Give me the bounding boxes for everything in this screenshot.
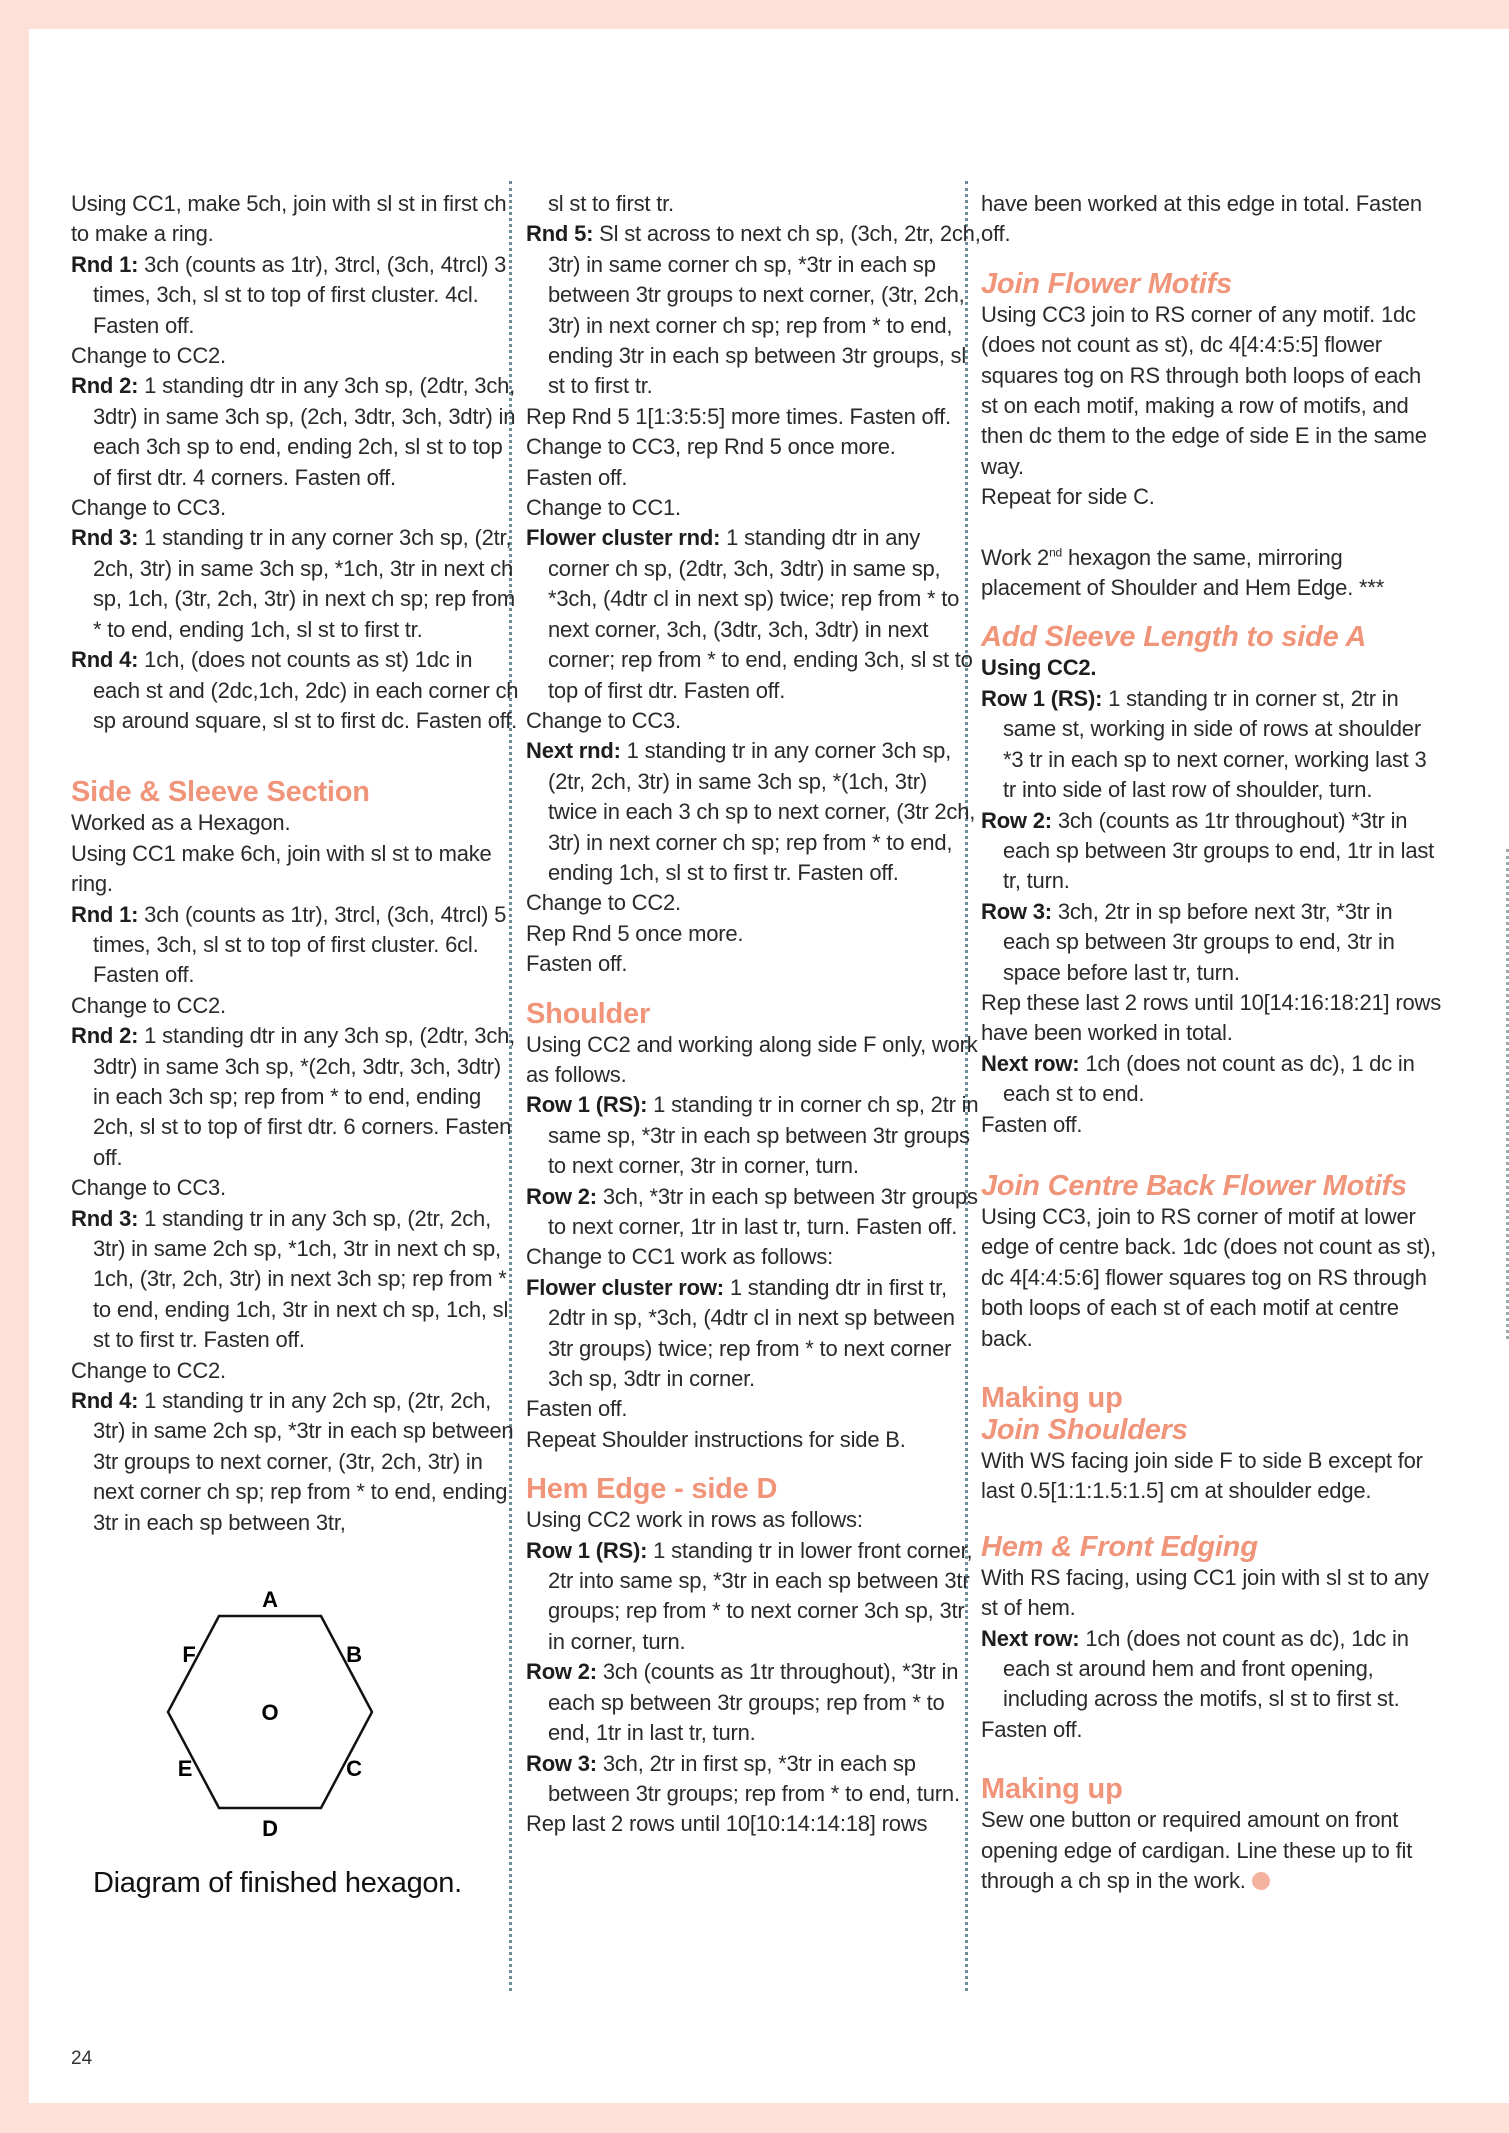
- label-o: O: [261, 1700, 279, 1726]
- sleeve-fasten-off: Fasten off.: [981, 1111, 1083, 1137]
- sleeve-row-3: Row 3: 3ch, 2tr in sp before next 3tr, *3tr in each sp between 3tr groups to end, 3tr in space before last tr, turn.: [981, 898, 1395, 985]
- column-1: [71, 189, 521, 1898]
- hem-row-3: Row 3: 3ch, 2tr in first sp, *3tr in each sp between 3tr groups; rep from * to end, turn.: [526, 1750, 960, 1806]
- flower-cluster-rnd: Flower cluster rnd: 1 standing dtr in any corner ch sp, (2dtr, 3ch, 3dtr) in same sp, *3ch, (4dtr cl in next sp) twice; rep from * to next corner, 3ch, (3dtr, 3ch, 3dtr) in next corner; rep from * to end, ending 3ch, sl st to top of first dtr. Fasten off.: [526, 525, 973, 703]
- hem-row-1: Row 1 (RS): 1 standing tr in lower front corner, 2tr into same sp, *3tr in each sp between 3tr groups; rep from * to next corner 3ch sp, 3tr in corner, turn.: [526, 1537, 973, 1654]
- heading-join-centre-back: Join Centre Back Flower Motifs: [981, 1169, 1407, 1202]
- page-number: 24: [71, 2048, 93, 2069]
- next-rnd: Next rnd: 1 standing tr in any corner 3ch sp, (2tr, 2ch, 3tr) in same 3ch sp, *(1ch, 3tr) twice in each 3 ch sp to next corner, (3tr 2ch, 3tr) in next corner ch sp; rep from * to end, ending 1ch, sl st to first tr. Fasten off.: [526, 738, 976, 885]
- join-flower-text: Using CC3 join to RS corner of any motif. 1dc (does not count as st), dc 4[4:4:5:5] flower squares tog on RS through both loops of each st on each motif, making a row of motifs, and then dc them to the edge of side E in the same way.: [981, 301, 1427, 479]
- label-a: A: [262, 1587, 278, 1613]
- side-hexagon-note: Worked as a Hexagon.: [71, 810, 291, 836]
- change-cc3: Change to CC3.: [526, 707, 681, 733]
- side-rnd-2: Rnd 2: 1 standing dtr in any 3ch sp, (2dtr, 3ch, 3dtr) in same 3ch sp, *(2ch, 3dtr, 3ch, 3dtr) in each 3ch sp; rep from * to end, ending 2ch, sl st to top of first dtr. 6 corners. Fasten off.: [71, 1023, 516, 1170]
- shoulder-intro: Using CC2 and working along side F only, work as follows.: [526, 1031, 978, 1087]
- side-rnd-1: Rnd 1: 3ch (counts as 1tr), 3trcl, (3ch, 4trcl) 5 times, 3ch, sl st to top of first cluster. 6cl. Fasten off.: [71, 901, 507, 988]
- label-e: E: [177, 1756, 193, 1782]
- hexagon-figure: [71, 1582, 501, 1872]
- shoulder-flower-cluster-row: Flower cluster row: 1 standing dtr in first tr, 2dtr in sp, *3ch, (4dtr cl in next sp between 3tr groups) twice; rep from * to next corner 3ch sp, 3dtr in corner.: [526, 1274, 955, 1392]
- side-intro: Using CC1 make 6ch, join with sl st to make ring.: [71, 840, 492, 897]
- motif-change-cc2: Change to CC2.: [71, 343, 226, 369]
- column-3: [981, 189, 1441, 1896]
- shoulder-repeat: Repeat Shoulder instructions for side B.: [526, 1426, 906, 1452]
- heading-shoulder: Shoulder: [526, 997, 651, 1030]
- hem-front-next-row: Next row: 1ch (does not count as dc), 1dc in each st around hem and front opening, including across the motifs, sl st to first st.: [981, 1625, 1409, 1712]
- rnd-5: Rnd 5: Sl st across to next ch sp, (3ch, 2tr, 2ch, 3tr) in same corner ch sp, *3tr in each sp between 3tr groups to next corner, (3tr, 2ch, 3tr) in next corner ch sp; rep from * to end, ending 3tr in each sp between 3tr groups, sl st to first tr.: [526, 221, 981, 399]
- label-d: D: [262, 1816, 278, 1842]
- shoulder-fasten-off: Fasten off.: [526, 1396, 628, 1422]
- rnd4-continuation: sl st to first tr.: [548, 191, 674, 216]
- fasten-off-1: Fasten off.: [526, 464, 628, 490]
- heading-join-shoulders: Join Shoulders: [981, 1414, 1188, 1446]
- shoulder-row-2: Row 2: 3ch, *3tr in each sp between 3tr groups to next corner, 1tr in last tr, turn. Fasten off.: [526, 1183, 978, 1239]
- heading-add-sleeve: Add Sleeve Length to side A: [981, 621, 1367, 654]
- heading-hem-edge: Hem Edge - side D: [526, 1473, 778, 1506]
- hem-front-fasten-off: Fasten off.: [981, 1716, 1083, 1742]
- label-b: B: [346, 1642, 362, 1668]
- join-centre-back-text: Using CC3, join to RS corner of motif at lower edge of centre back. 1dc (does not count as st), dc 4[4:4:5:6] flower squares tog on RS through both loops of each st of each motif at centre back.: [981, 1203, 1437, 1351]
- join-shoulders-text: With WS facing join side F to side B except for last 0.5[1:1:1.5:1.5] cm at shoulder edge.: [981, 1448, 1423, 1504]
- second-hexagon-note: Work 2nd hexagon the same, mirroring placement of Shoulder and Hem Edge. ***: [981, 544, 1385, 601]
- side-rnd-4: Rnd 4: 1 standing tr in any 2ch sp, (2tr, 2ch, 3tr) in same 2ch sp, *3tr in each sp between 3tr groups to next corner, (3tr, 2ch, 3tr) in next corner ch sp; rep from * to end, ending 3tr in each sp between 3tr,: [71, 1388, 514, 1535]
- side-rnd-3: Rnd 3: 1 standing tr in any 3ch sp, (2tr, 2ch, 3tr) in same 2ch sp, *1ch, 3tr in next ch sp, 1ch, (3tr, 2ch, 3tr) in next 3ch sp; rep from * to end, ending 1ch, 3tr in next ch sp, 1ch, sl st to first tr. Fasten off.: [71, 1205, 509, 1353]
- column-2: [526, 189, 981, 1840]
- fasten-off-2: Fasten off.: [526, 951, 628, 977]
- sleeve-repeat: Rep these last 2 rows until 10[14:16:18:21] rows have been worked in total.: [981, 989, 1442, 1046]
- motif-rnd-2: Rnd 2: 1 standing dtr in any 3ch sp, (2dtr, 3ch, 3dtr) in same 3ch sp, (2ch, 3dtr, 3ch, 3dtr) in each 3ch sp to end, ending 2ch, sl st to top of first dtr. 4 corners. Fasten off.: [71, 373, 516, 490]
- hem-repeat: Rep last 2 rows until 10[10:14:14:18] rows: [526, 1811, 928, 1837]
- sleeve-next-row: Next row: 1ch (does not count as dc), 1 dc in each st to end.: [981, 1050, 1415, 1107]
- change-cc1: Change to CC1.: [526, 495, 681, 521]
- page: [29, 29, 1509, 2103]
- hem-row-2: Row 2: 3ch (counts as 1tr throughout), *3tr in each sp between 3tr groups; rep from * to end, 1tr in last tr, turn.: [526, 1659, 959, 1746]
- side-change-cc3: Change to CC3.: [71, 1175, 226, 1201]
- motif-rnd-1: Rnd 1: 3ch (counts as 1tr), 3trcl, (3ch, 4trcl) 3 times, 3ch, sl st to top of first cluster. 4cl. Fasten off.: [71, 251, 507, 338]
- hexagon-diagram: [71, 1582, 501, 1898]
- rep-rnd-5: Rep Rnd 5 1[1:3:5:5] more times. Fasten off.: [526, 403, 951, 429]
- motif-change-cc3: Change to CC3.: [71, 495, 226, 521]
- sleeve-row-2: Row 2: 3ch (counts as 1tr throughout) *3tr in each sp between 3tr groups to end, 1tr in last tr, turn.: [981, 807, 1435, 894]
- label-f: F: [182, 1642, 196, 1668]
- sleeve-using: Using CC2.: [981, 655, 1097, 681]
- rep-rnd-5-once: Rep Rnd 5 once more.: [526, 920, 744, 946]
- shoulder-change-cc1: Change to CC1 work as follows:: [526, 1244, 834, 1270]
- heading-making-up-1: Making up: [981, 1382, 1123, 1414]
- side-change-cc2-b: Change to CC2.: [71, 1357, 226, 1383]
- end-mark-icon: [1252, 1872, 1270, 1890]
- heading-join-flower-motifs: Join Flower Motifs: [981, 267, 1232, 300]
- hem-front-text: With RS facing, using CC1 join with sl st to any st of hem.: [981, 1564, 1429, 1621]
- hem-continuation: have been worked at this edge in total. Fasten off.: [981, 191, 1422, 247]
- heading-making-up-2: Making up: [981, 1773, 1123, 1806]
- label-c: C: [346, 1756, 362, 1782]
- heading-hem-front-edging: Hem & Front Edging: [981, 1530, 1258, 1563]
- hem-intro: Using CC2 work in rows as follows:: [526, 1507, 863, 1533]
- motif-intro: Using CC1, make 5ch, join with sl st in first ch to make a ring.: [71, 191, 507, 247]
- sleeve-row-1: Row 1 (RS): 1 standing tr in corner st, 2tr in same st, working in side of rows at shoulder *3 tr in each sp to next corner, working last 3 tr into side of last row of shoulder, turn.: [981, 685, 1427, 803]
- join-flower-repeat: Repeat for side C.: [981, 484, 1155, 510]
- making-up-text: Sew one button or required amount on front opening edge of cardigan. Line these up to fit through a ch sp in the work.: [981, 1807, 1413, 1894]
- diagram-caption: Diagram of finished hexagon.: [93, 1867, 462, 1900]
- motif-rnd-4: Rnd 4: 1ch, (does not counts as st) 1dc in each st and (2dc,1ch, 2dc) in each corner ch sp around square, sl st to first dc. Fasten off.: [71, 647, 519, 733]
- heading-side-sleeve: Side & Sleeve Section: [71, 776, 370, 809]
- motif-rnd-3: Rnd 3: 1 standing tr in any corner 3ch sp, (2tr, 2ch, 3tr) in same 3ch sp, *1ch, 3tr in next ch sp, 1ch, (3tr, 2ch, 3tr) in next ch sp; rep from * to end, ending 1ch, sl st to first tr.: [71, 525, 516, 642]
- change-cc3-rep: Change to CC3, rep Rnd 5 once more.: [526, 434, 896, 460]
- side-change-cc2: Change to CC2.: [71, 992, 226, 1018]
- spacer: [981, 513, 1441, 543]
- change-cc2: Change to CC2.: [526, 890, 681, 916]
- shoulder-row-1: Row 1 (RS): 1 standing tr in corner ch sp, 2tr in same sp, *3tr in each sp between 3tr groups to next corner, 3tr in corner, turn.: [526, 1092, 979, 1179]
